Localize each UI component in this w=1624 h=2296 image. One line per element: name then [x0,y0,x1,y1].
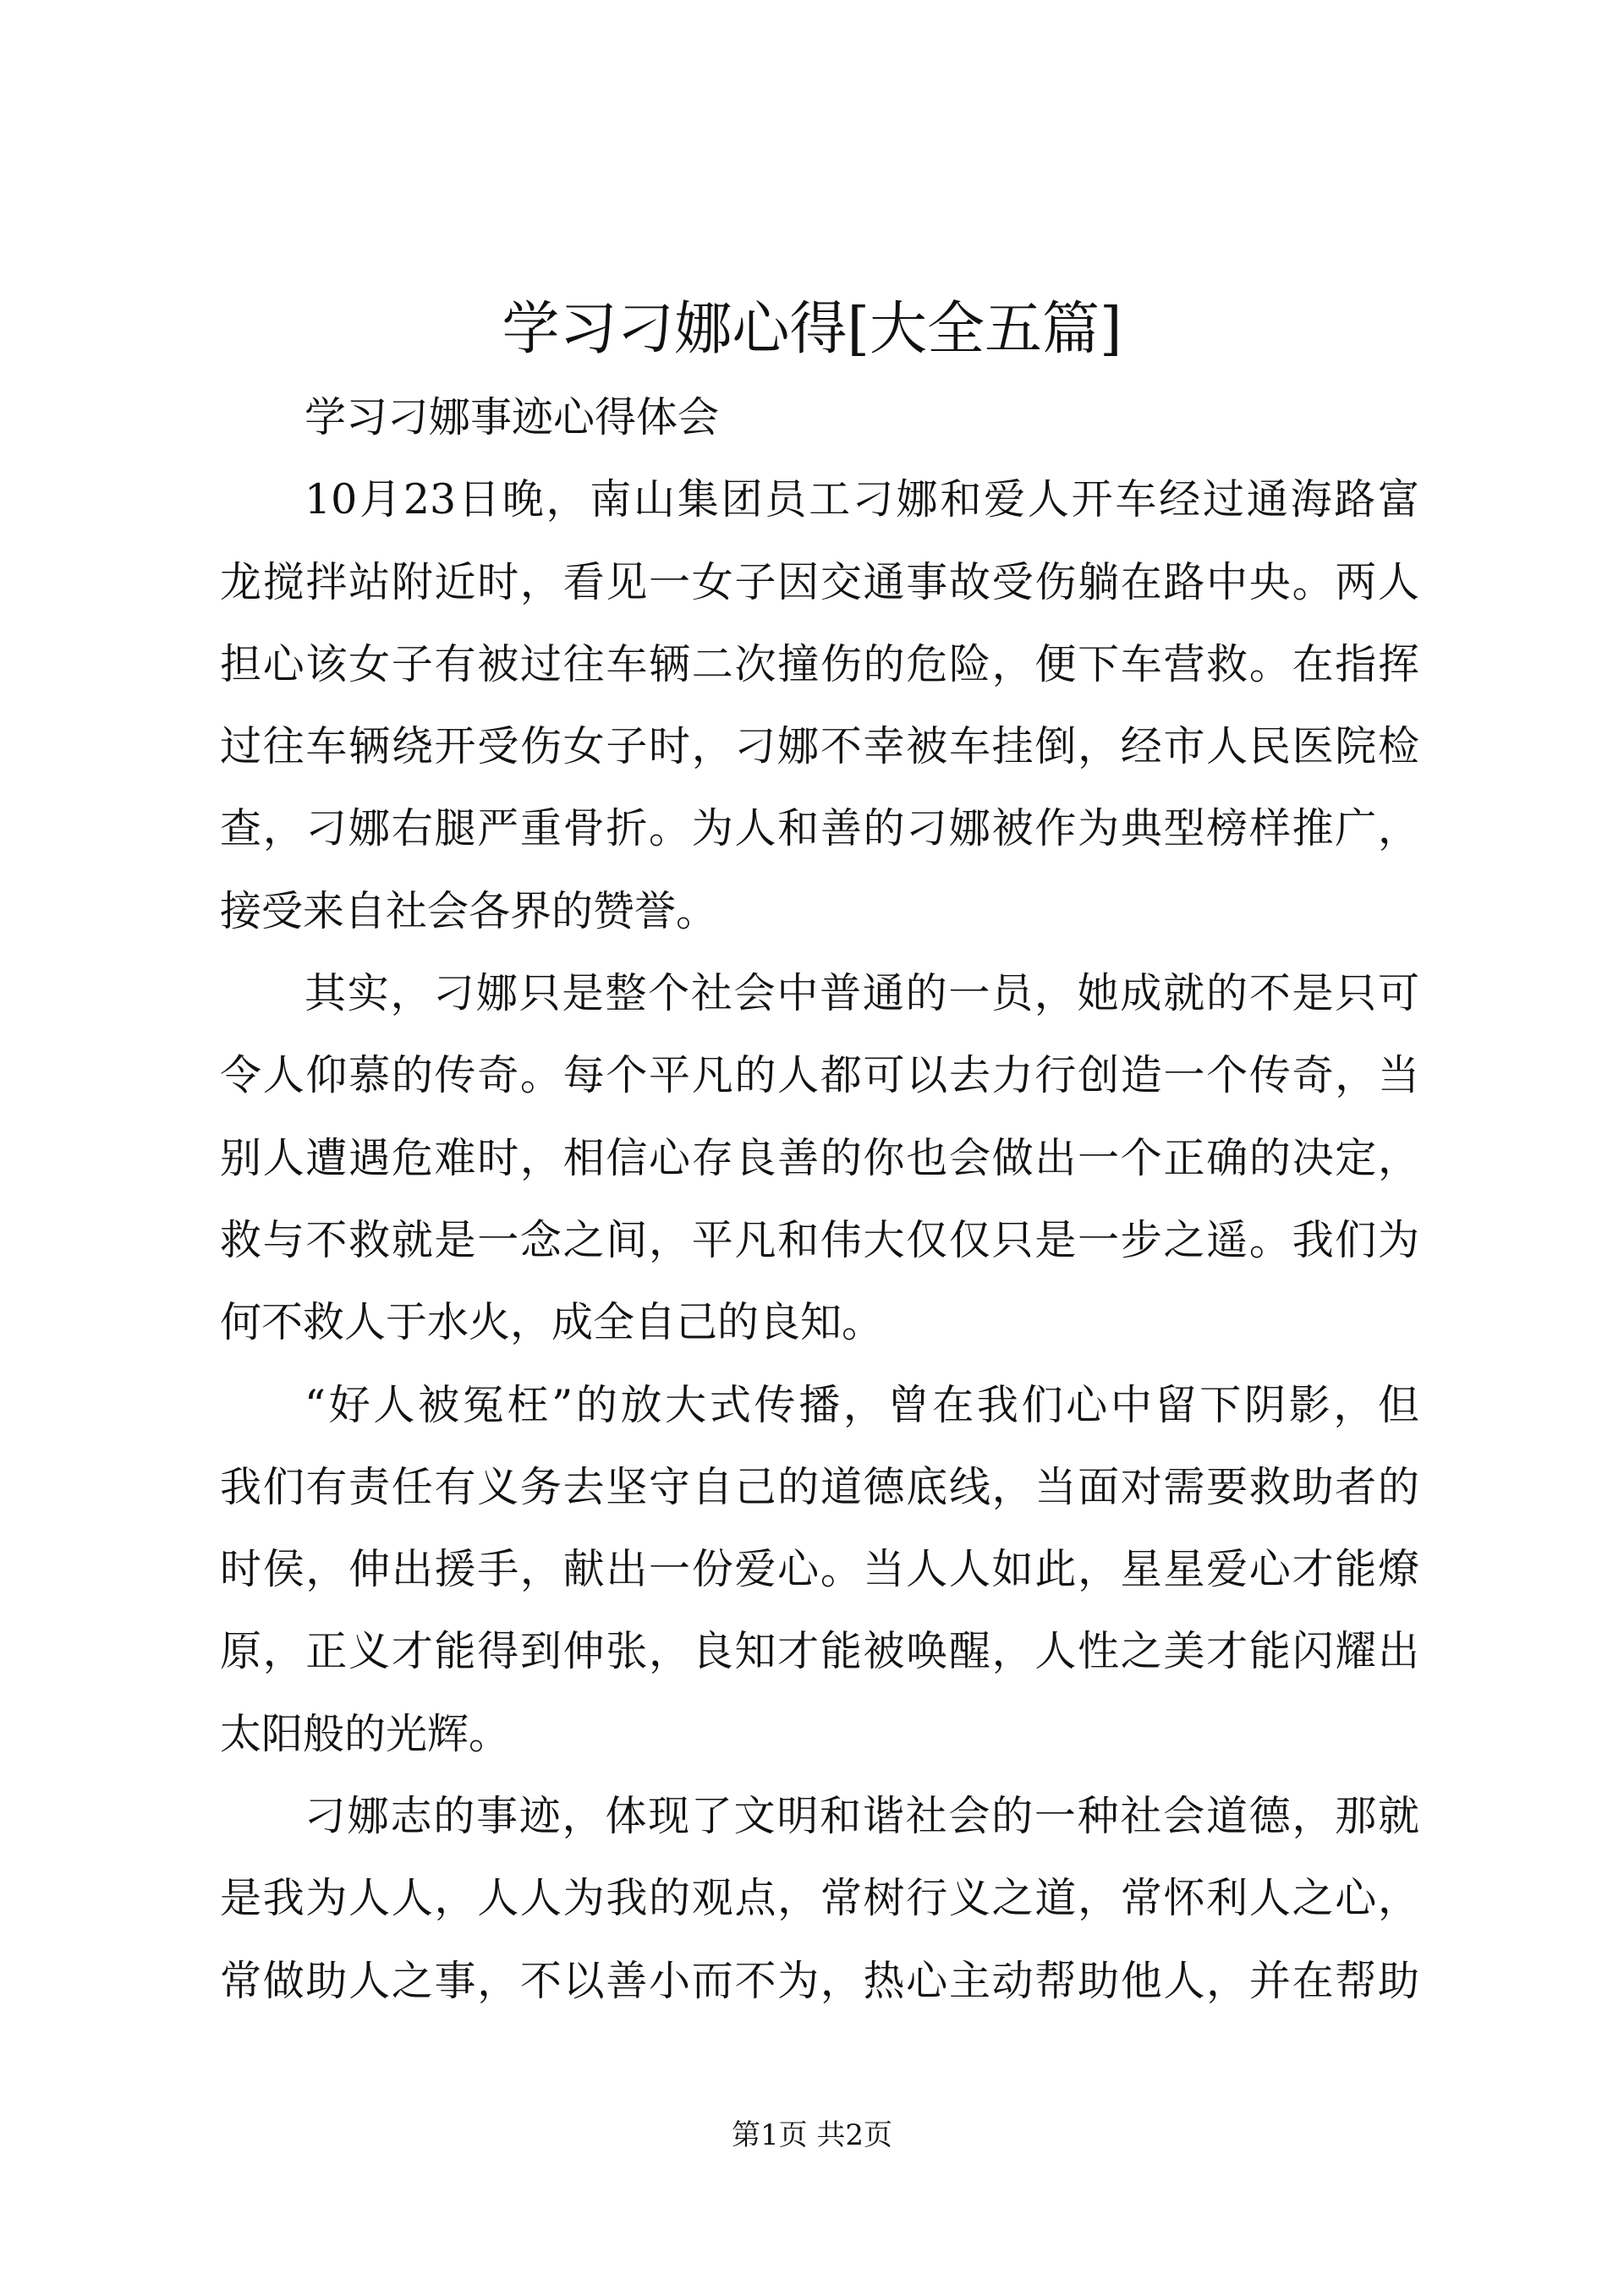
text-line: 太阳般的光辉。 [220,1709,511,1758]
text-line: 担心该女子有被过往车辆二次撞伤的危险，便下车营救。在指挥 [220,639,1419,688]
paragraph [220,458,1419,952]
text-line: 其实，刁娜只是整个社会中普通的一员，她成就的不是只可 [304,969,1419,1018]
text-line: 原，正义才能得到伸张，良知才能被唤醒，人性之美才能闪耀出 [220,1627,1419,1676]
text-line: 过往车辆绕开受伤女子时，刁娜不幸被车挂倒，经市人民医院检 [220,722,1419,771]
text-line: 查，刁娜右腿严重骨折。为人和善的刁娜被作为典型榜样推广， [220,804,1419,853]
text-line: 令人仰慕的传奇。每个平凡的人都可以去力行创造一个传奇，当 [220,1051,1419,1100]
text-line: “好人被冤枉”的放大式传播，曾在我们心中留下阴影，但 [304,1380,1419,1429]
text-line: 是我为人人，人人为我的观点，常树行义之道，常怀利人之心， [220,1874,1419,1923]
text-line: 刁娜志的事迹，体现了文明和谐社会的一种社会道德，那就 [304,1792,1419,1841]
text-line: 救与不救就是一念之间，平凡和伟大仅仅只是一步之遥。我们为 [220,1215,1419,1264]
text-line: 常做助人之事，不以善小而不为，热心主动帮助他人，并在帮助 [220,1956,1419,2005]
text-line: 龙搅拌站附近时，看见一女子因交通事故受伤躺在路中央。两人 [220,557,1419,606]
document-body [220,376,1419,2022]
paragraph [220,1364,1419,1775]
text-line: 时侯，伸出援手，献出一份爱心。当人人如此，星星爱心才能燎 [220,1545,1419,1594]
page-footer: 第1页 共2页 [731,2118,893,2152]
text-line: 我们有责任有义务去坚守自己的道德底线，当面对需要救助者的 [220,1462,1419,1511]
paragraph [220,952,1419,1363]
document-title: 学习刁娜心得[大全五篇] [502,296,1122,363]
paragraph [220,1775,1419,2022]
subtitle [220,376,1419,458]
text-line: 别人遭遇危难时，相信心存良善的你也会做出一个正确的决定， [220,1133,1419,1182]
text-line: 10月23日晚，南山集团员工刁娜和爱人开车经过通海路富 [304,475,1419,524]
text-line: 学习刁娜事迹心得体会 [304,393,720,441]
text-line: 何不救人于水火，成全自己的良知。 [220,1298,884,1347]
text-line: 接受来自社会各界的赞誉。 [220,886,718,935]
